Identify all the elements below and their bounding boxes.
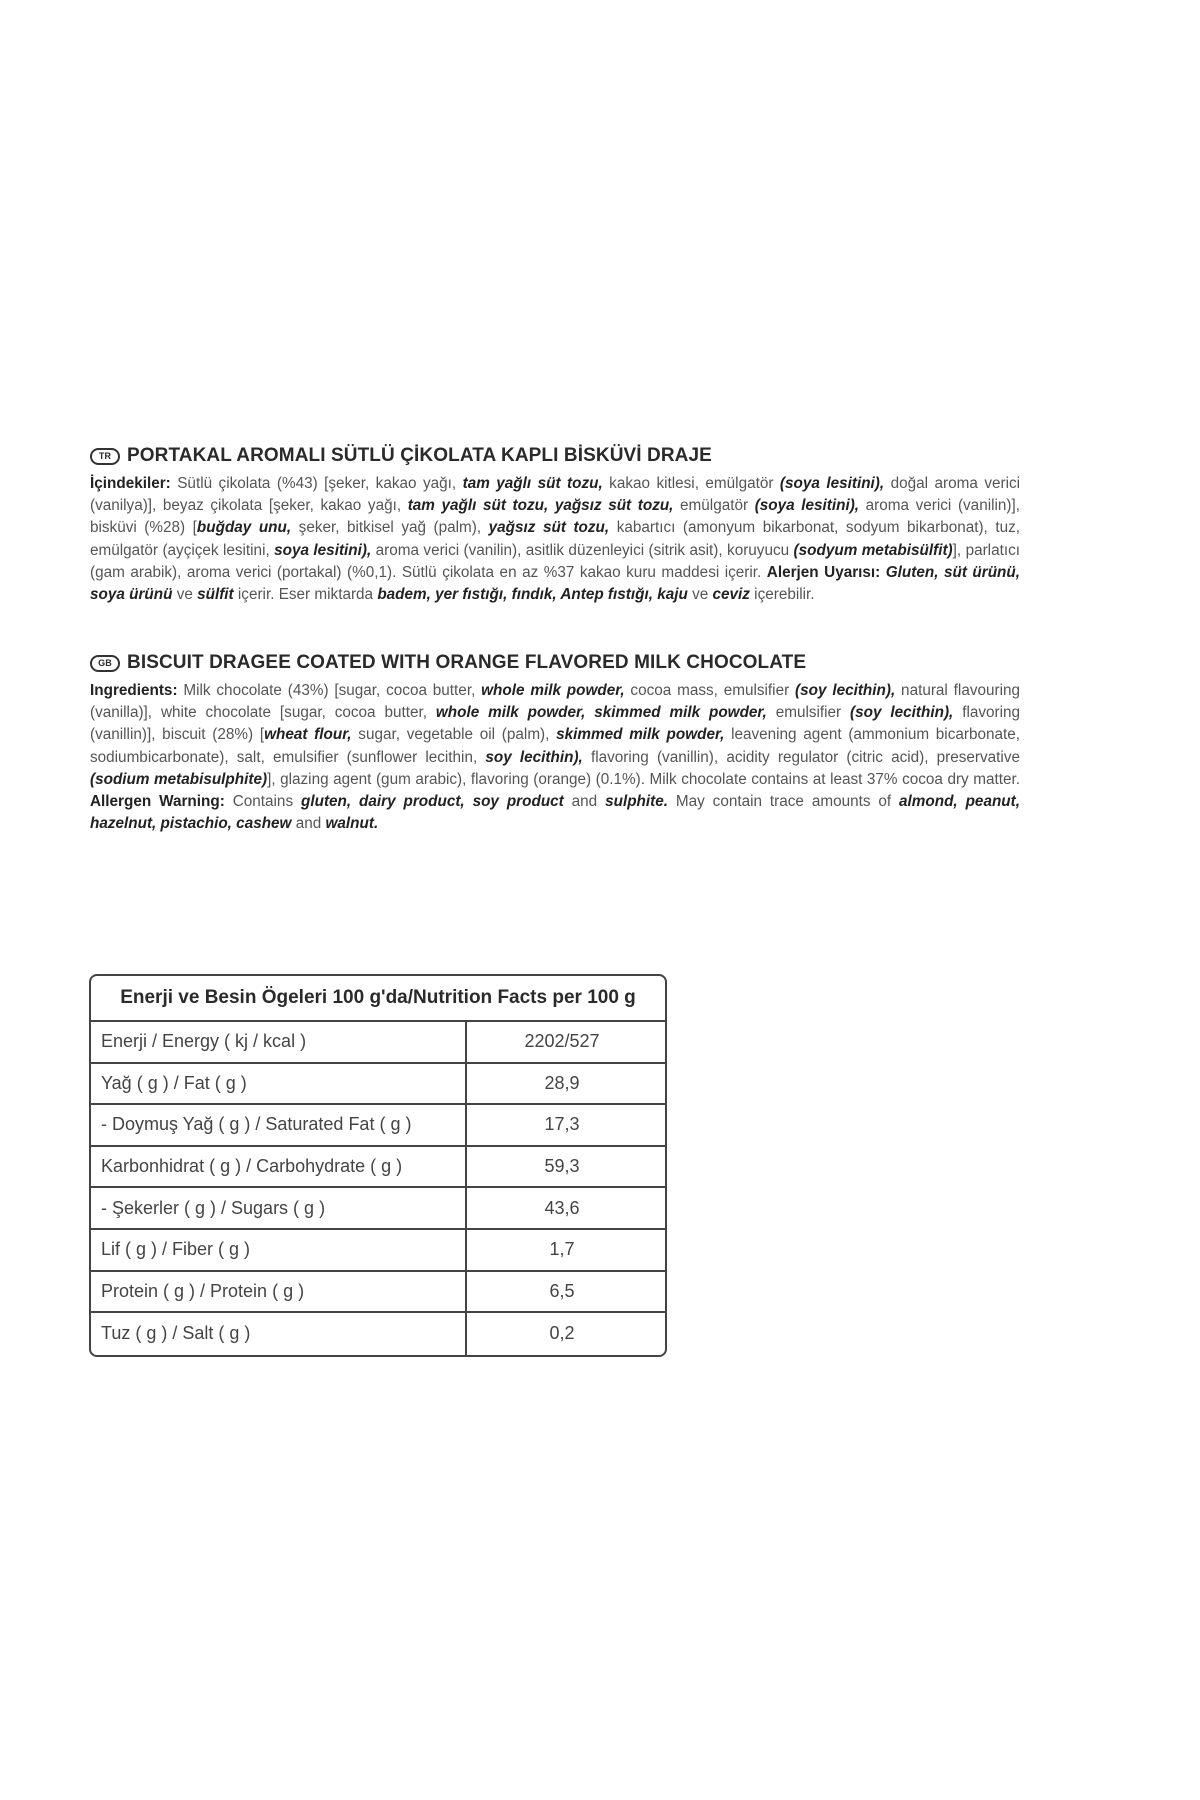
- ingredient-text: flavoring (vanillin), acidity regulator (citric acid), preservative: [582, 748, 1020, 766]
- allergen-highlight: skimmed milk powder,: [556, 726, 725, 744]
- ingredient-label: İçindekiler:: [90, 475, 171, 492]
- ingredient-label: Ingredients:: [90, 682, 178, 699]
- allergen-highlight: tam yağlı süt tozu,: [462, 475, 603, 492]
- ingredient-label: Allergen Warning:: [90, 793, 225, 811]
- ingredient-text: sugar, vegetable oil (palm),: [351, 726, 557, 744]
- nutrient-name: Protein ( g ) / Protein ( g ): [91, 1272, 467, 1312]
- ingredient-text: and: [291, 815, 326, 833]
- english-product-title: BISCUIT DRAGEE COATED WITH ORANGE FLAVORED MILK CHOCOLATE: [127, 652, 807, 673]
- nutrient-value: 1,7: [549, 1239, 575, 1260]
- ingredient-text: Milk chocolate (43%) [sugar, cocoa butter,: [177, 682, 482, 699]
- nutrition-row: [91, 1230, 665, 1272]
- allergen-highlight: (soy lecithin),: [795, 682, 896, 699]
- nutrient-name: - Doymuş Yağ ( g ) / Saturated Fat ( g ): [91, 1105, 467, 1145]
- allergen-highlight: gluten, dairy product, soy product: [301, 793, 564, 811]
- gb-language-badge: GB: [90, 655, 120, 672]
- ingredient-text: natural flavouring (vanilla)], white chocolate [sugar, cocoa butter,: [90, 682, 1020, 722]
- allergen-highlight: sülfit: [197, 586, 234, 604]
- nutrition-row: [91, 1188, 665, 1230]
- allergen-highlight: (sodium metabisulphite): [90, 770, 268, 788]
- nutrient-name: Karbonhidrat ( g ) / Carbohydrate ( g ): [91, 1147, 467, 1187]
- allergen-highlight: Gluten, süt ürünü, soya ürünü: [90, 563, 1020, 604]
- ingredient-text: içerebilir.: [749, 586, 815, 604]
- turkish-product-title: PORTAKAL AROMALI SÜTLÜ ÇİKOLATA KAPLI BİSKÜVİ DRAJE: [127, 445, 712, 466]
- turkish-ingredients: [90, 473, 1020, 606]
- nutrient-value: 28,9: [544, 1072, 580, 1093]
- ingredient-text: kabartıcı (amonyum bikarbonat, sodyum bikarbonat), tuz, emülgatör (ayçiçek lesitini,: [90, 519, 1021, 559]
- nutrition-row: [91, 1105, 665, 1147]
- allergen-highlight: (soy lecithin),: [850, 704, 954, 722]
- ingredient-text: ve: [172, 586, 198, 604]
- allergen-highlight: soya lesitini),: [274, 541, 372, 559]
- nutrient-name: Yağ ( g ) / Fat ( g ): [91, 1064, 467, 1104]
- ingredient-text: şeker, bitkisel yağ (palm),: [291, 519, 489, 537]
- nutrient-value: 6,5: [549, 1280, 575, 1301]
- ingredient-text: cocoa mass, emulsifier: [624, 682, 796, 699]
- ingredient-text: leavening agent (ammonium bicarbonate, sodiumbicarbonate), salt, emulsifier (sunflower lecithin,: [90, 726, 1020, 766]
- nutrition-table-title: Enerji ve Besin Ögeleri 100 g'da/Nutrition Facts per 100 g: [91, 976, 665, 1022]
- allergen-highlight: (soya lesitini),: [779, 475, 885, 492]
- allergen-highlight: wheat flour,: [264, 726, 352, 744]
- ingredient-text: May contain trace amounts of: [667, 793, 900, 811]
- allergen-highlight: whole milk powder,: [481, 682, 625, 699]
- allergen-highlight: badem, yer fıstığı, fındık, Antep fıstığı, kaju: [377, 586, 688, 604]
- allergen-highlight: walnut.: [325, 815, 379, 833]
- ingredient-text: and: [563, 793, 606, 811]
- ingredient-text: Sütlü çikolata (%43) [şeker, kakao yağı,: [170, 475, 463, 492]
- turkish-section: [90, 445, 1020, 606]
- nutrient-name: Lif ( g ) / Fiber ( g ): [91, 1230, 467, 1270]
- nutrient-name: Enerji / Energy ( kj / kcal ): [91, 1022, 467, 1062]
- ingredient-text: Contains: [224, 793, 301, 811]
- ingredient-text: ], glazing agent (gum arabic), flavoring (orange) (0.1%). Milk chocolate contains at least 37% cocoa dry matter.: [267, 770, 1020, 788]
- nutrient-value: 43,6: [544, 1197, 580, 1218]
- nutrition-facts-table: [89, 974, 667, 1357]
- nutrition-row: [91, 1147, 665, 1189]
- allergen-highlight: sulphite.: [605, 793, 668, 811]
- english-section: [90, 652, 1020, 835]
- allergen-highlight: buğday unu,: [196, 519, 292, 537]
- nutrition-row: [91, 1313, 665, 1355]
- nutrient-name: - Şekerler ( g ) / Sugars ( g ): [91, 1188, 467, 1228]
- allergen-highlight: ceviz: [712, 586, 750, 604]
- nutrient-name: Tuz ( g ) / Salt ( g ): [91, 1313, 467, 1355]
- english-ingredients: [90, 680, 1020, 835]
- ingredient-text: aroma verici (vanilin), asitlik düzenleyici (sitrik asit), koruyucu: [371, 541, 794, 559]
- allergen-highlight: whole milk powder, skimmed milk powder,: [435, 704, 767, 722]
- allergen-highlight: almond, peanut, hazelnut, pistachio, cashew: [90, 793, 1020, 833]
- ingredient-text: kakao kitlesi, emülgatör: [602, 475, 780, 492]
- allergen-highlight: tam yağlı süt tozu, yağsız süt tozu,: [407, 497, 674, 515]
- ingredient-text: emülgatör: [673, 497, 755, 515]
- allergen-highlight: (sodyum metabisülfit): [793, 541, 953, 559]
- ingredient-text: doğal aroma verici (vanilya)], beyaz çikolata [şeker, kakao yağı,: [90, 475, 1021, 515]
- nutrient-value: 59,3: [544, 1156, 580, 1177]
- ingredient-text: emulsifier: [766, 704, 851, 722]
- nutrition-rows: [91, 1022, 665, 1355]
- turkish-heading: [90, 445, 1020, 467]
- ingredient-text: aroma verici (vanilin)], bisküvi (%28) [: [90, 497, 1020, 537]
- english-heading: [90, 652, 1020, 674]
- ingredient-label: Alerjen Uyarısı:: [766, 563, 881, 581]
- ingredient-text: içerir. Eser miktarda: [233, 586, 378, 604]
- ingredient-text: flavoring (vanillin)], biscuit (28%) [: [90, 704, 1021, 744]
- nutrient-value: 0,2: [549, 1323, 575, 1344]
- ingredient-text: ], parlatıcı (gam arabik), aroma verici (portakal) (%0,1). Sütlü çikolata en az %37 kakao kuru maddesi içerir.: [90, 541, 1020, 581]
- nutrition-row: [91, 1272, 665, 1314]
- allergen-highlight: soy lecithin),: [485, 748, 583, 766]
- allergen-highlight: (soya lesitini),: [754, 497, 860, 515]
- nutrition-row: [91, 1064, 665, 1106]
- nutrient-value: 2202/527: [524, 1031, 600, 1052]
- tr-language-badge: TR: [90, 448, 120, 465]
- ingredient-text: ve: [687, 586, 713, 604]
- nutrient-value: 17,3: [544, 1114, 580, 1135]
- nutrition-row: [91, 1022, 665, 1064]
- allergen-highlight: yağsız süt tozu,: [488, 519, 610, 537]
